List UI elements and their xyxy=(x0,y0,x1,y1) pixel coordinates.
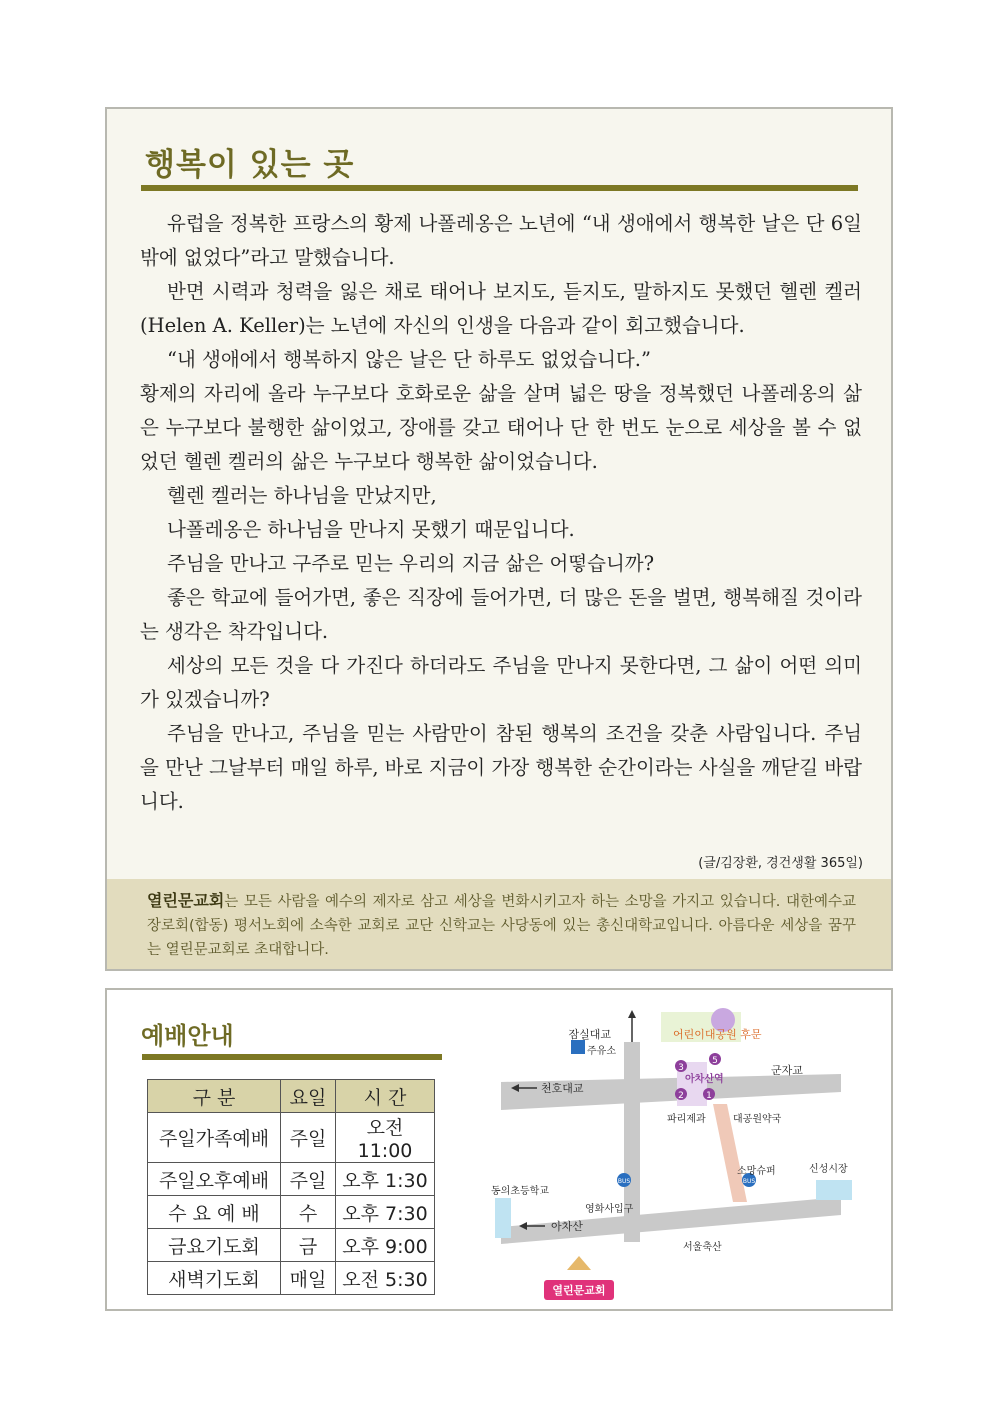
table-cell: 매일 xyxy=(281,1262,336,1295)
map-label-school: 동의초등학교 xyxy=(491,1186,549,1197)
table-cell: 수 요 예 배 xyxy=(148,1196,281,1229)
table-row xyxy=(148,1113,435,1163)
map-label-pharmacy: 대공원약국 xyxy=(733,1114,782,1125)
service-title: 예배안내 xyxy=(141,1022,234,1050)
exit-number: 5 xyxy=(712,1056,718,1066)
table-cell: 금 xyxy=(281,1229,336,1262)
paragraph: 반면 시력과 청력을 잃은 채로 태어나 보지도, 듣지도, 말하지도 못했던 헬렌 켈러(Helen A. Keller)는 노년에 자신의 인생을 다음과 같이 회고했습니다. xyxy=(140,280,862,337)
service-title-underline xyxy=(142,1054,442,1060)
map-label-somang: 소망슈퍼 xyxy=(737,1166,776,1177)
column-header: 구 분 xyxy=(148,1080,281,1113)
map-label-station: 아차산역 xyxy=(685,1074,724,1085)
map-label-cheonho: 천호대교 xyxy=(541,1082,584,1095)
map-label-jamsil: 잠실대교 xyxy=(568,1028,611,1041)
exit-number: 2 xyxy=(678,1091,684,1101)
table-header-row xyxy=(148,1080,435,1113)
paragraph: “내 생애에서 행복하지 않은 날은 단 하루도 없었습니다.” xyxy=(167,348,651,371)
article-credit: (글/김장환, 경건생활 365일) xyxy=(698,856,863,871)
service-table xyxy=(147,1079,435,1295)
exit-number: 3 xyxy=(678,1063,684,1073)
column-header: 시 간 xyxy=(336,1080,435,1113)
paragraph: 세상의 모든 것을 다 가진다 하더라도 주님을 만나지 못한다면, 그 삶이 어떤 의미가 있겠습니까? xyxy=(140,654,862,711)
church-icon xyxy=(567,1256,591,1270)
exit-number: 1 xyxy=(706,1091,712,1101)
table-cell: 수 xyxy=(281,1196,336,1229)
table-cell: 주일오후예배 xyxy=(148,1163,281,1196)
table-cell: 주일 xyxy=(281,1113,336,1163)
service-info-box xyxy=(105,988,893,1311)
market-block xyxy=(816,1180,852,1200)
article-box xyxy=(105,107,893,971)
table-cell: 주일 xyxy=(281,1163,336,1196)
church-intro xyxy=(107,879,891,969)
bus-label: BUS xyxy=(617,1178,631,1185)
table-cell: 오후 9:00 xyxy=(336,1229,435,1262)
map-label-achasan: 아차산 xyxy=(551,1220,583,1233)
map-label-bakery: 파리제과 xyxy=(667,1114,706,1125)
church-map-label: 열린문교회 xyxy=(552,1284,606,1297)
paragraph: 헬렌 켈러는 하나님을 만났지만, xyxy=(167,484,437,507)
table-cell: 오전11:00 xyxy=(336,1113,435,1163)
bus-label: BUS xyxy=(742,1178,756,1185)
north-arrow-head-icon xyxy=(628,1010,636,1018)
map-label-gas: 주유소 xyxy=(587,1046,616,1057)
column-header: 요일 xyxy=(281,1080,336,1113)
church-name: 열린문교회 xyxy=(147,891,225,910)
paragraph: 주님을 만나고, 주님을 믿는 사람만이 참된 행복의 조건을 갖춘 사람입니다. 주님을 만난 그날부터 매일 하루, 바로 지금이 가장 행복한 순간이라는 사실을 깨닫길 바랍니다. xyxy=(140,722,862,813)
article-title: 행복이 있는 곳 xyxy=(145,147,355,183)
table-row xyxy=(148,1262,435,1295)
title-underline xyxy=(141,185,858,191)
table-row xyxy=(148,1163,435,1196)
school-block xyxy=(495,1198,511,1238)
table-cell: 오후 7:30 xyxy=(336,1196,435,1229)
paragraph: 유럽을 정복한 프랑스의 황제 나폴레옹은 노년에 “내 생애에서 행복한 날은 단 6일 밖에 없었다”라고 말했습니다. xyxy=(140,212,862,269)
gas-station-icon xyxy=(571,1040,585,1054)
paragraph: 황제의 자리에 올라 누구보다 호화로운 삶을 살며 넓은 땅을 정복했던 나폴레옹의 삶은 누구보다 불행한 삶이었고, 장애를 갖고 태어나 단 한 번도 눈으로 세상을 볼 수 없었던 헬렌 켈러의 삶은 누구보다 행복한 삶이었습니다. xyxy=(140,382,862,473)
table-cell: 새벽기도회 xyxy=(148,1262,281,1295)
paragraph: 좋은 학교에 들어가면, 좋은 직장에 들어가면, 더 많은 돈을 벌면, 행복해질 것이라는 생각은 착각입니다. xyxy=(140,586,862,643)
table-cell: 오전 5:30 xyxy=(336,1262,435,1295)
map-label-sinseong: 신성시장 xyxy=(809,1164,848,1175)
map-label-seoulchuksan: 서울축산 xyxy=(683,1242,722,1253)
article-body xyxy=(140,207,862,819)
table-cell: 금요기도회 xyxy=(148,1229,281,1262)
church-intro-text: 는 모든 사람을 예수의 제자로 삼고 세상을 변화시키고자 하는 소망을 가지고 있습니다. 대한예수교장로회(합동) 평서노회에 소속한 교회로 교단 신학교는 사당동에 있는 총신대학교입니다. 아름다운 세상을 꿈꾸는 열린문교회로 초대합니다. xyxy=(147,894,856,958)
table-cell: 오후 1:30 xyxy=(336,1163,435,1196)
table-row xyxy=(148,1229,435,1262)
paragraph: 나폴레옹은 하나님을 만나지 못했기 때문입니다. xyxy=(167,518,575,541)
location-map xyxy=(491,1002,881,1302)
table-row xyxy=(148,1196,435,1229)
paragraph: 주님을 만나고 구주로 믿는 우리의 지금 삶은 어떻습니까? xyxy=(167,552,655,575)
map-label-park: 어린이대공원 후문 xyxy=(673,1028,762,1041)
table-cell: 주일가족예배 xyxy=(148,1113,281,1163)
map-label-gunja: 군자교 xyxy=(771,1064,803,1077)
map-label-yeonghwa: 영화사입구 xyxy=(585,1204,634,1215)
